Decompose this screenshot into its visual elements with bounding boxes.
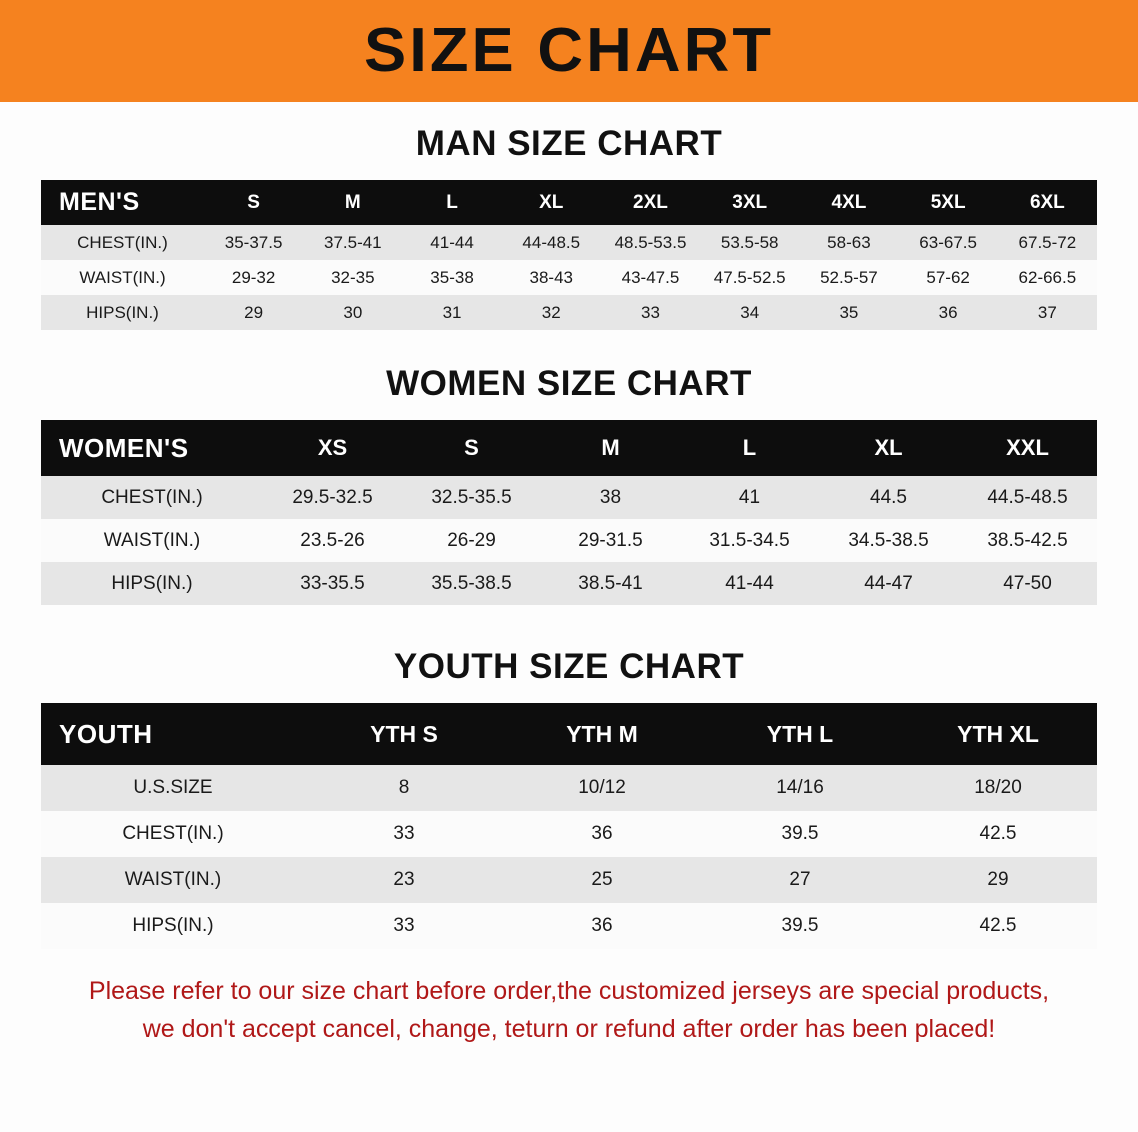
table-row <box>41 519 1097 562</box>
column-header: YTH M <box>503 703 701 765</box>
cell: 36 <box>503 811 701 857</box>
cell: 62-66.5 <box>998 260 1097 295</box>
table-row <box>41 295 1097 330</box>
table-header-row <box>41 180 1097 225</box>
disclaimer-note <box>40 973 1098 1048</box>
column-header: M <box>541 420 680 476</box>
cell: 33-35.5 <box>263 562 402 605</box>
cell: 42.5 <box>899 811 1097 857</box>
column-header: XL <box>819 420 958 476</box>
cell: 33 <box>601 295 700 330</box>
table-header-row <box>41 703 1097 765</box>
column-header: YOUTH <box>41 703 305 765</box>
cell: 38 <box>541 476 680 519</box>
cell: 26-29 <box>402 519 541 562</box>
cell: 37 <box>998 295 1097 330</box>
cell: 67.5-72 <box>998 225 1097 260</box>
cell: 14/16 <box>701 765 899 811</box>
cell: 35 <box>799 295 898 330</box>
row-label: WAIST(IN.) <box>41 519 263 562</box>
cell: 52.5-57 <box>799 260 898 295</box>
man-section-heading: MAN SIZE CHART <box>415 124 723 163</box>
cell: 57-62 <box>899 260 998 295</box>
cell: 30 <box>303 295 402 330</box>
cell: 42.5 <box>899 903 1097 949</box>
cell: 38-43 <box>502 260 601 295</box>
column-header: L <box>402 180 501 225</box>
cell: 44.5 <box>819 476 958 519</box>
cell: 27 <box>701 857 899 903</box>
row-label: CHEST(IN.) <box>41 225 204 260</box>
cell: 41-44 <box>402 225 501 260</box>
column-header: L <box>680 420 819 476</box>
cell: 53.5-58 <box>700 225 799 260</box>
cell: 41-44 <box>680 562 819 605</box>
column-header: 4XL <box>799 180 898 225</box>
table-row <box>41 903 1097 949</box>
man-size-table-wrap <box>41 180 1097 330</box>
row-label: U.S.SIZE <box>41 765 305 811</box>
table-header-row <box>41 420 1097 476</box>
cell: 48.5-53.5 <box>601 225 700 260</box>
cell: 29 <box>899 857 1097 903</box>
cell: 34.5-38.5 <box>819 519 958 562</box>
cell: 63-67.5 <box>899 225 998 260</box>
cell: 32-35 <box>303 260 402 295</box>
cell: 47.5-52.5 <box>700 260 799 295</box>
row-label: HIPS(IN.) <box>41 562 263 605</box>
cell: 36 <box>503 903 701 949</box>
cell: 29-31.5 <box>541 519 680 562</box>
disclaimer-line-2: we don't accept cancel, change, teturn or refund after order has been placed! <box>142 1014 996 1043</box>
cell: 29-32 <box>204 260 303 295</box>
man-size-table <box>41 180 1097 330</box>
cell: 44-47 <box>819 562 958 605</box>
column-header: 6XL <box>998 180 1097 225</box>
cell: 33 <box>305 811 503 857</box>
women-section-heading: WOMEN SIZE CHART <box>386 364 752 403</box>
column-header: M <box>303 180 402 225</box>
women-size-table <box>41 420 1097 605</box>
table-row <box>41 562 1097 605</box>
table-row <box>41 225 1097 260</box>
column-header: YTH S <box>305 703 503 765</box>
banner <box>0 0 1138 102</box>
page-title: SIZE CHART <box>363 16 775 85</box>
column-header: XS <box>263 420 402 476</box>
cell: 31.5-34.5 <box>680 519 819 562</box>
cell: 25 <box>503 857 701 903</box>
cell: 36 <box>899 295 998 330</box>
cell: 41 <box>680 476 819 519</box>
cell: 44.5-48.5 <box>958 476 1097 519</box>
cell: 31 <box>402 295 501 330</box>
youth-size-table-wrap <box>41 703 1097 949</box>
row-label: CHEST(IN.) <box>41 476 263 519</box>
cell: 32.5-35.5 <box>402 476 541 519</box>
cell: 58-63 <box>799 225 898 260</box>
youth-section-heading: YOUTH SIZE CHART <box>393 647 745 686</box>
table-row <box>41 476 1097 519</box>
cell: 10/12 <box>503 765 701 811</box>
cell: 29.5-32.5 <box>263 476 402 519</box>
column-header: S <box>204 180 303 225</box>
cell: 38.5-41 <box>541 562 680 605</box>
cell: 32 <box>502 295 601 330</box>
cell: 39.5 <box>701 903 899 949</box>
row-label: HIPS(IN.) <box>41 903 305 949</box>
column-header: 3XL <box>700 180 799 225</box>
column-header: YTH XL <box>899 703 1097 765</box>
row-label: WAIST(IN.) <box>41 260 204 295</box>
women-size-table-wrap <box>41 420 1097 605</box>
youth-size-table <box>41 703 1097 949</box>
row-label: HIPS(IN.) <box>41 295 204 330</box>
column-header: XL <box>502 180 601 225</box>
table-row <box>41 857 1097 903</box>
column-header: MEN'S <box>41 180 204 225</box>
cell: 34 <box>700 295 799 330</box>
column-header: YTH L <box>701 703 899 765</box>
cell: 35-38 <box>402 260 501 295</box>
cell: 37.5-41 <box>303 225 402 260</box>
cell: 43-47.5 <box>601 260 700 295</box>
column-header: XXL <box>958 420 1097 476</box>
cell: 44-48.5 <box>502 225 601 260</box>
table-row <box>41 811 1097 857</box>
cell: 35-37.5 <box>204 225 303 260</box>
column-header: 5XL <box>899 180 998 225</box>
column-header: S <box>402 420 541 476</box>
cell: 8 <box>305 765 503 811</box>
table-row <box>41 765 1097 811</box>
column-header: 2XL <box>601 180 700 225</box>
cell: 47-50 <box>958 562 1097 605</box>
cell: 39.5 <box>701 811 899 857</box>
cell: 23.5-26 <box>263 519 402 562</box>
row-label: WAIST(IN.) <box>41 857 305 903</box>
cell: 23 <box>305 857 503 903</box>
table-row <box>41 260 1097 295</box>
cell: 35.5-38.5 <box>402 562 541 605</box>
cell: 38.5-42.5 <box>958 519 1097 562</box>
cell: 18/20 <box>899 765 1097 811</box>
cell: 33 <box>305 903 503 949</box>
column-header: WOMEN'S <box>41 420 263 476</box>
disclaimer-line-1: Please refer to our size chart before order,the customized jerseys are special products, <box>88 977 1050 1005</box>
cell: 29 <box>204 295 303 330</box>
row-label: CHEST(IN.) <box>41 811 305 857</box>
